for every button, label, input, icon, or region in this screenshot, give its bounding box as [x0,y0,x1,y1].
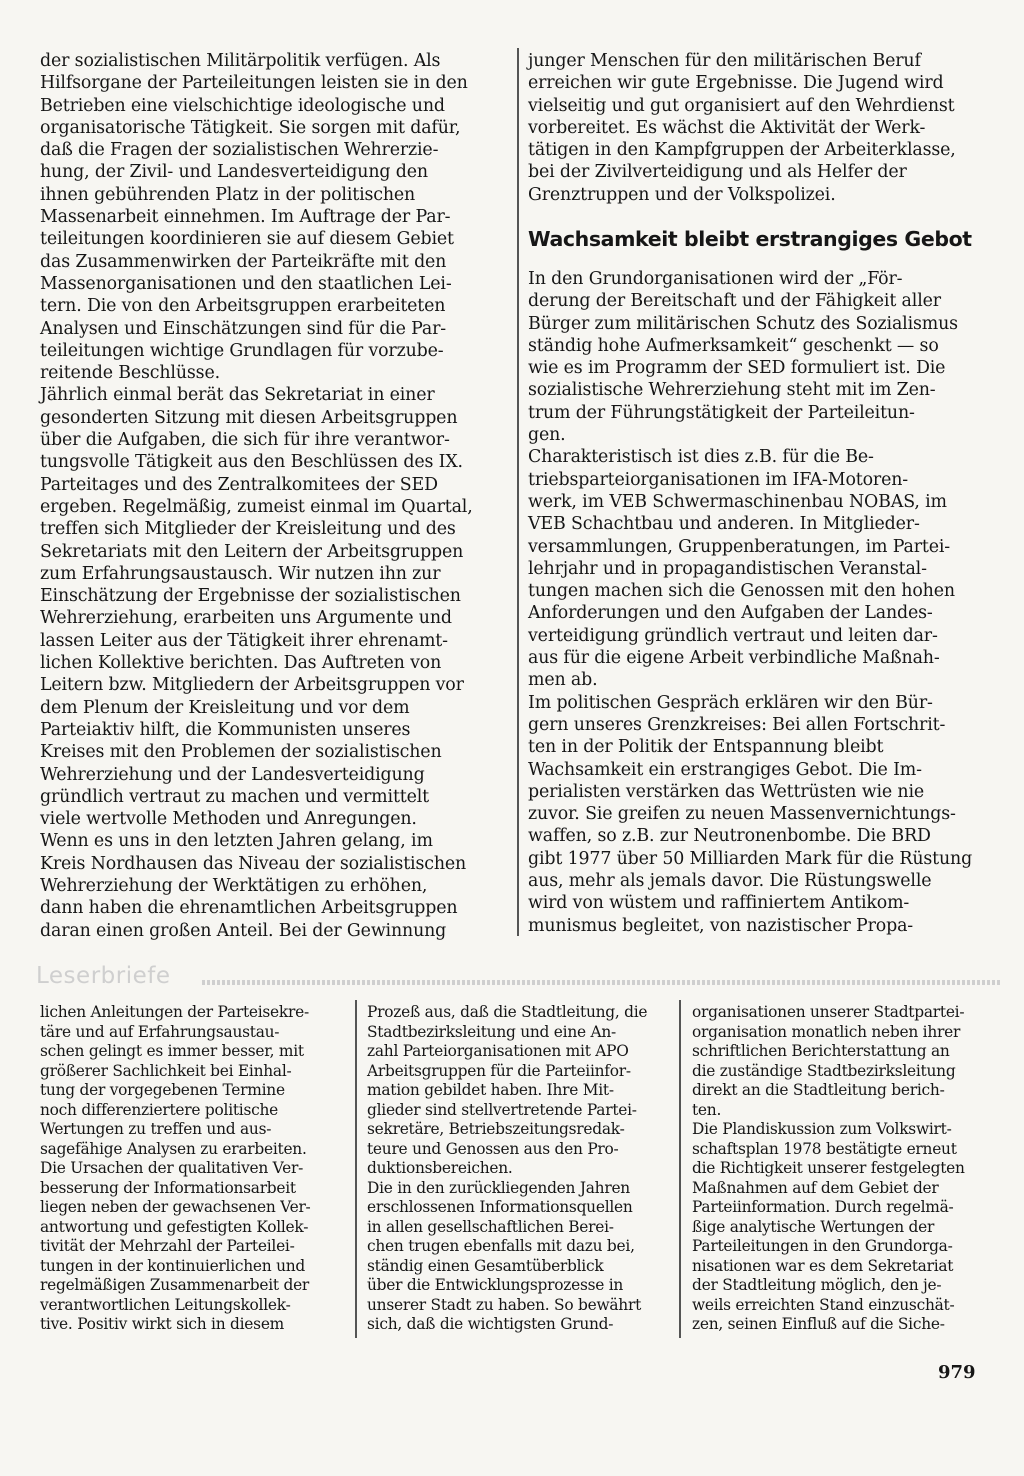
column-divider [355,1000,357,1338]
section-label-letters: Leserbriefe [36,963,171,989]
article-column-right-continued [528,268,983,937]
article-paragraph: der sozialistischen Militärpolitik verfügen. Als Hilfsorgane der Parteileitungen leisten sie in den Betrieben eine vielschichtige ideologische und organisatorische Tätigkeit. Sie sorgen mit dafür, daß die Fragen der sozialistischen Wehrerzie- hung, der Zivil- und Landesverteidigung den ihnen gebührenden Platz in der politischen Massenarbeit einnehmen. Im Auftrage der Par- teileitungen koordinieren sie auf diesem Gebiet das Zusammenwirken der Parteikräfte mit den Massenorganisationen und den staatlichen Lei- tern. Die von den Arbeitsgruppen erarbeiteten Analysen und Einschätzungen sind für die Par- teileitungen wichtige Grundlagen für vorzube- reitende Beschlüsse. [40,51,468,384]
section-divider [202,980,1002,985]
letter-paragraph: organisationen unserer Stadtpartei- organisation monatlich neben ihrer schriftlichen Berichterstattung an die zuständige Stadtbezirksleitung direkt an die Stadtleitung berich- ten. [692,1003,965,1119]
letters-column-2 [367,1003,667,1335]
article-paragraph: Wenn es uns in den letzten Jahren gelang, im Kreis Nordhausen das Niveau der sozialistischen Wehrerziehung der Werktätigen zu erhöhen, dann haben die ehrenamtlichen Arbeitsgruppen daran einen großen Anteil. Bei der Gewinnung [40,831,467,941]
column-divider [679,1000,681,1338]
letters-column-3 [692,1003,992,1335]
column-divider [517,48,519,936]
article-column-right [528,50,983,206]
article-paragraph: Im politischen Gespräch erklären wir den Bür- gern unseres Grenzkreises: Bei allen Fortschrit- ten in der Politik der Entspannung bleibt Wachsamkeit ein erstrangiges Gebot. Die Im- perialisten verstärken das Wettrüsten wie nie zuvor. Sie greifen zu neuen Massenvernichtungs- waffen, so z.B. zur Neutronenbombe. Die BRD gibt 1977 über 50 Milliarden Mark für die Rüstung aus, mehr als jemals davor. Die Rüstungswelle wird von wüstem und raffiniertem Antikom- munismus begleitet, von nazistischer Propa- [528,692,973,936]
article-paragraph: In den Grundorganisationen wird der „För- derung der Bereitschaft und der Fähigkeit aller Bürger zum militärischen Schutz des Sozialismus ständig hohe Aufmerksamkeit“ geschenkt — so wie es im Programm der SED formuliert ist. Die sozialistische Wehrerziehung steht mit im Zen- trum der Führungstätigkeit der Parteileitun- gen. [528,269,958,446]
letters-column-1 [40,1003,345,1335]
letter-paragraph: lichen Anleitungen der Parteisekre- täre und auf Erfahrungsaustau- schen gelingt es immer besser, mit größerer Sachlichkeit bei Einhal- tung der vorgegebenen Termine noch differenziertere politische Wertungen zu treffen und aus- sagefähige Analysen zu erarbeiten. [40,1003,309,1158]
article-paragraph: Jährlich einmal berät das Sekretariat in einer gesonderten Sitzung mit diesen Arbeitsgruppen über die Aufgaben, die sich für ihre verantwor- tungsvolle Tätigkeit aus den Beschlüssen des IX. Parteitages und des Zentralkomitees der SED ergeben. Regelmäßig, zumeist einmal im Quartal, treffen sich Mitglieder der Kreisleitung und des Sekretariats mit den Leitern der Arbeitsgruppen zum Erfahrungsaustausch. Wir nutzen ihn zur Einschätzung der Ergebnisse der sozialistischen Wehrerziehung, erarbeiten uns Argumente und lassen Leiter aus der Tätigkeit ihrer ehrenamt- lichen Kollektive berichten. Das Auftreten von Leitern bzw. Mitgliedern der Arbeitsgruppen vor dem Plenum der Kreisleitung und vor dem Parteiaktiv hilft, die Kommunisten unseres Kreises mit den Problemen der sozialistischen Wehrerziehung und der Landesverteidigung gründlich vertraut zu machen und vermittelt viele wertvolle Methoden und Anregungen. [40,385,473,830]
letter-paragraph: Die in den zurückliegenden Jahren erschlossenen Informationsquellen in allen gesellschaftlichen Berei- chen trugen ebenfalls mit dazu bei, ständig einen Gesamtüberblick über die Entwicklungsprozesse in unserer Stadt zu haben. So bewährt sich, daß die wichtigsten Grund- [367,1178,642,1333]
letter-paragraph: Die Ursachen der qualitativen Ver- besserung der Informationsarbeit liegen neben der gewachsenen Ver- antwortung und gefestigten Kollek- tivität der Mehrzahl der Parteilei- tungen in der kontinuierlichen und regelmäßigen Zusammenarbeit der verantwortlichen Leitungskollek- tive. Positiv wirkt sich in diesem [40,1159,311,1333]
article-paragraph: Charakteristisch ist dies z.B. für die Be- triebsparteiorganisationen im IFA-Motoren- werk, im VEB Schwermaschinenbau NOBAS, im VEB Schachtbau und anderen. In Mitglieder- versammlungen, Gruppenberatungen, im Partei- lehrjahr und in propagandistischen Veranstal- tungen machen sich die Genossen mit den hohen Anforderungen und den Aufgaben der Landes- verteidigung gründlich vertraut und leiten dar- aus für die eigene Arbeit verbindliche Maßnah- men ab. [528,447,955,691]
article-paragraph: junger Menschen für den militärischen Beruf erreichen wir gute Ergebnisse. Die Jugend wird vielseitig und gut organisiert auf den Wehrdienst vorbereitet. Es wächst die Aktivität der Werk- tätigen in den Kampfgruppen der Arbeiterklasse, bei der Zivilverteidigung und als Helfer der Grenztruppen und der Volkspolizei. [528,51,956,205]
page-number: 979 [938,1362,976,1383]
letter-paragraph: Die Plandiskussion zum Volkswirt- schaftsplan 1978 bestätigte erneut die Richtigkeit unserer festgelegten Maßnahmen auf dem Gebiet der Parteiinformation. Durch regelmä- ßige analytische Wertungen der Parteileitungen in den Grundorga- nisationen war es dem Sekretariat der Stadtleitung möglich, den je- weils erreichten Stand einzuschät- zen, seinen Einfluß auf die Siche- [692,1120,965,1333]
section-heading: Wachsamkeit bleibt erstrangiges Gebot [528,227,972,251]
article-column-left [40,50,505,942]
letter-paragraph: Prozeß aus, daß die Stadtleitung, die Stadtbezirksleitung und eine An- zahl Parteiorganisationen mit APO Arbeitsgruppen für die Parteiinfor- mation gebildet haben. Ihre Mit- glieder sind stellvertretende Partei- sekretäre, Betriebszeitungsredak- teure und Genossen aus den Pro- duktionsbereichen. [367,1003,648,1177]
